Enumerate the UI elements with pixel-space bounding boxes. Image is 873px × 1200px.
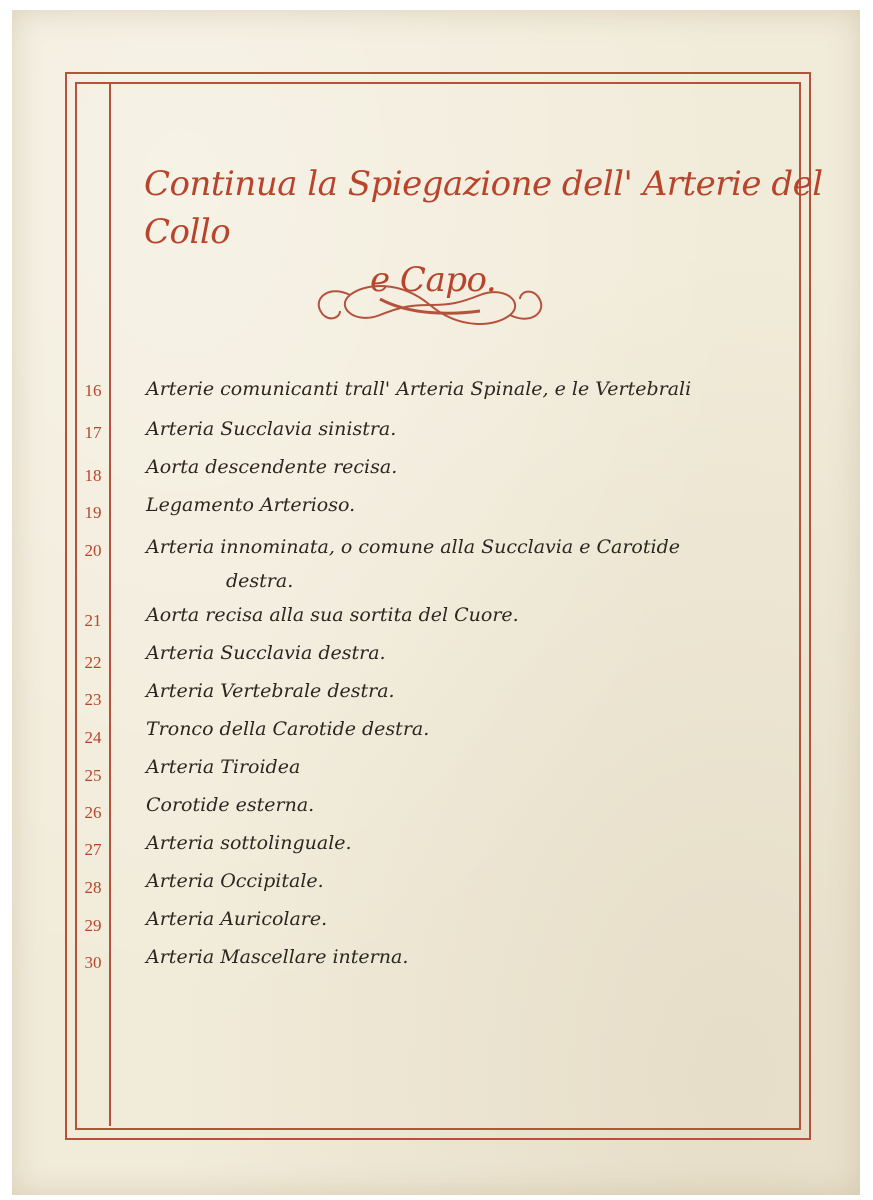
entry-text	[146, 902, 786, 936]
entry-number: 21	[84, 611, 102, 630]
entry-text	[146, 372, 786, 406]
entry-text	[146, 712, 786, 746]
margin-rule-line	[109, 82, 111, 1126]
entry-label: Corotide esterna.	[146, 794, 315, 816]
entry-number: 29	[84, 916, 102, 935]
entry-number: 20	[84, 541, 102, 560]
entry-text	[146, 674, 786, 708]
entry-number: 16	[84, 381, 102, 400]
entry-text	[146, 412, 786, 446]
entry-text	[146, 750, 786, 784]
entry-text	[146, 530, 786, 598]
entry-label: Arteria Vertebrale destra.	[146, 680, 395, 702]
entry-number: 26	[84, 803, 102, 822]
entry-label: Tronco della Carotide destra.	[146, 718, 430, 740]
manuscript-page	[12, 10, 860, 1195]
entry-text	[146, 450, 786, 484]
entry-label: Arteria Succlavia sinistra.	[146, 418, 397, 440]
ornamental-flourish	[310, 275, 550, 335]
entry-label: Aorta descendente recisa.	[146, 456, 398, 478]
entry-text	[146, 488, 786, 522]
entry-label: Arteria Succlavia destra.	[146, 642, 386, 664]
entry-number: 19	[84, 503, 102, 522]
entry-label: Arteria Occipitale.	[146, 870, 324, 892]
entry-text	[146, 864, 786, 898]
entry-number: 17	[84, 423, 102, 442]
entry-label: Aorta recisa alla sua sortita del Cuore.	[146, 604, 519, 626]
entry-number: 27	[84, 840, 102, 859]
entry-text	[146, 826, 786, 860]
entry-text	[146, 788, 786, 822]
entry-text	[146, 940, 786, 974]
entry-number: 30	[84, 953, 102, 972]
entry-text	[146, 598, 786, 632]
entry-number: 25	[84, 766, 102, 785]
entry-number: 18	[84, 466, 102, 485]
entry-continuation: destra.	[226, 570, 294, 592]
entry-label: Legamento Arterioso.	[146, 494, 356, 516]
entry-number: 28	[84, 878, 102, 897]
entry-number: 24	[84, 728, 102, 747]
entry-label: Arteria innominata, o comune alla Succlavia e Carotide	[146, 536, 680, 558]
entry-label: Arteria sottolinguale.	[146, 832, 352, 854]
entry-number: 22	[84, 653, 102, 672]
entry-number: 23	[84, 690, 102, 709]
entry-label: Arterie comunicanti trall' Arteria Spinale, e le Vertebrali	[146, 378, 692, 400]
title-line-1: Continua la Spiegazione dell' Arterie del Collo	[144, 164, 823, 252]
entry-label: Arteria Auricolare.	[146, 908, 328, 930]
title-line-2: e Capo.	[370, 260, 497, 300]
entry-label: Arteria Mascellare interna.	[146, 946, 409, 968]
entry-text	[146, 636, 786, 670]
entry-label: Arteria Tiroidea	[146, 756, 301, 778]
